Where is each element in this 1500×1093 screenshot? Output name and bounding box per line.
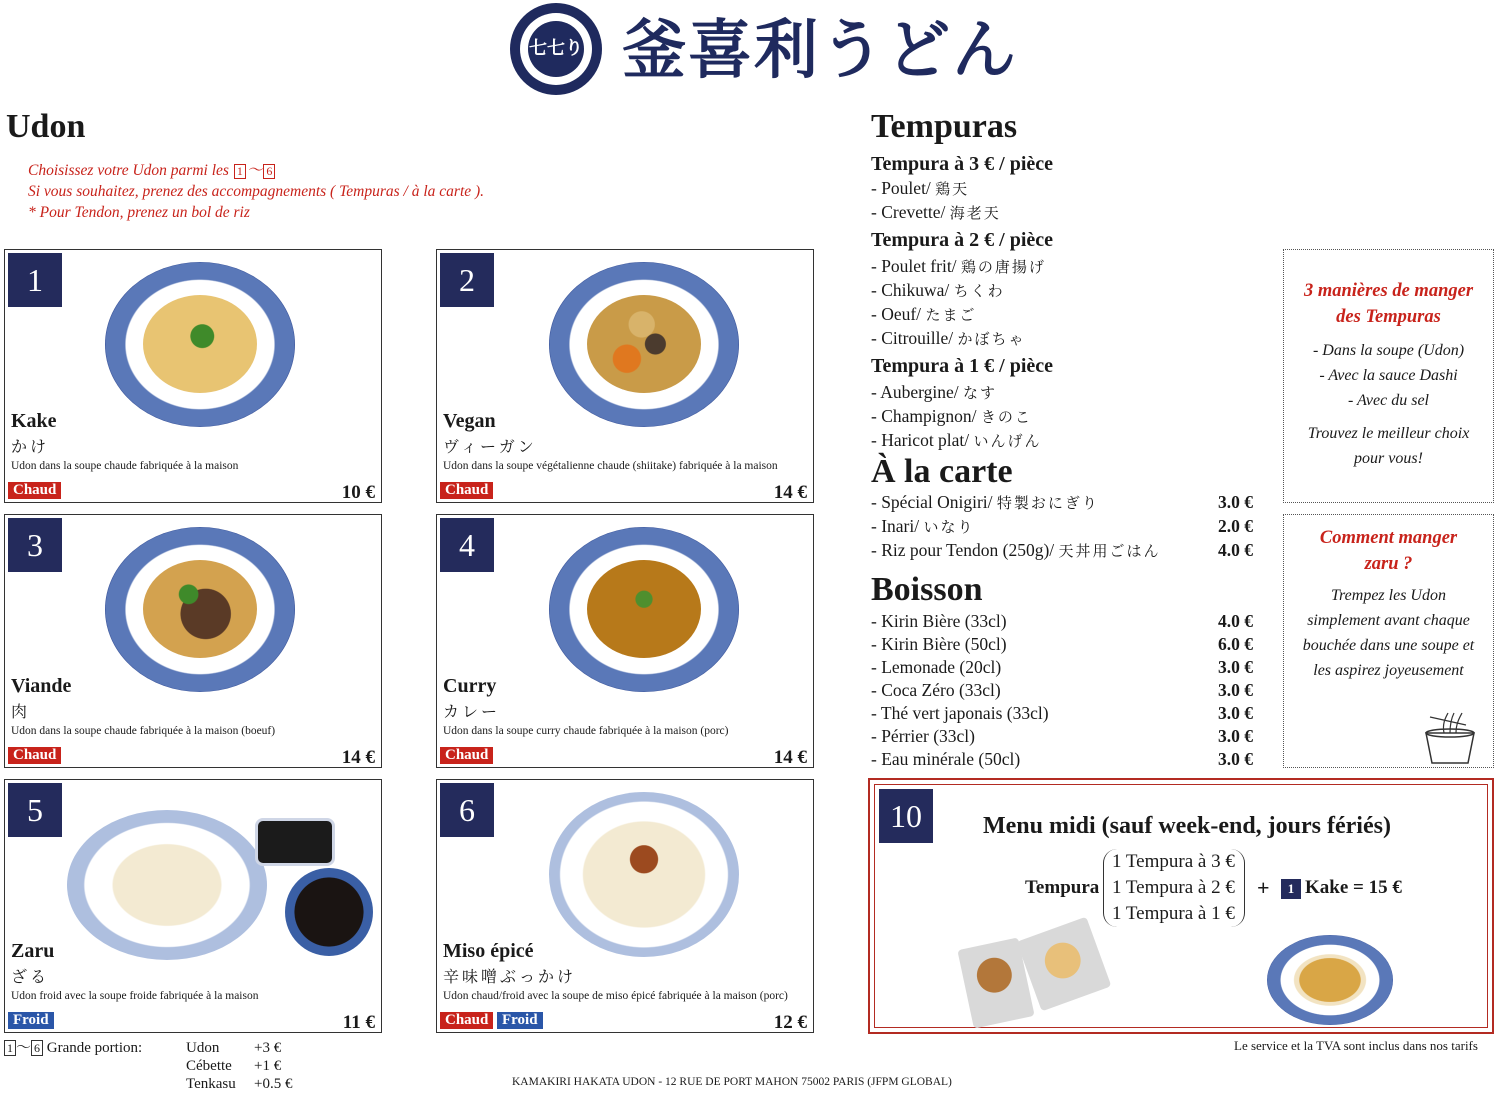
menu-item: - Spécial Onigiri/ 特製おにぎり 3.0 €: [871, 491, 1253, 515]
menu-item: - Kirin Bière (50cl) 6.0 €: [871, 634, 1253, 654]
viande-bowl-image: [105, 527, 295, 692]
menu-item: - Kirin Bière (33cl) 4.0 €: [871, 611, 1253, 631]
tempuras-title: Tempuras: [871, 108, 1018, 145]
zaru-condiment-dish-image: [255, 818, 335, 866]
miso-bowl-image: [549, 792, 739, 957]
menu-midi-plus: +: [1257, 875, 1270, 900]
menu-item: - Coca Zéro (33cl) 3.0 €: [871, 680, 1253, 700]
menu-item: - Haricot plat/ いんげん: [871, 430, 1042, 450]
udon-intro: [28, 160, 484, 223]
menu-item: - Riz pour Tendon (250g)/ 天丼用ごはん 4.0 €: [871, 539, 1253, 563]
tempura-group-heading: Tempura à 3 € / pièce: [871, 153, 1054, 175]
address-footer: KAMAKIRI HAKATA UDON - 12 RUE DE PORT MAHON 75002 PARIS (JFPM GLOBAL): [512, 1076, 952, 1088]
card-name: Curry: [443, 675, 497, 697]
menu-midi-kake: 1 Kake = 15 €: [1281, 877, 1402, 899]
card-number: 4: [440, 518, 494, 572]
menu-item: - Pérrier (33cl) 3.0 €: [871, 726, 1253, 746]
extra-item: Udon +3 €: [186, 1040, 282, 1056]
card-name-jp: ざる: [11, 967, 50, 986]
card-price: 14 €: [773, 482, 807, 503]
item-price: 4.0 €: [1218, 540, 1253, 560]
card-description: Udon dans la soupe végétalienne chaude (shiitake) fabriquée à la maison: [443, 460, 778, 472]
card-number: 5: [8, 783, 62, 837]
menu-midi-title: Menu midi (sauf week-end, jours fériés): [983, 813, 1391, 839]
card-number: 1: [8, 253, 62, 307]
boisson-title: Boisson: [871, 571, 983, 608]
card-price: 14 €: [341, 747, 375, 768]
kake-bowl-image: [1267, 935, 1393, 1025]
option: 1 Tempura à 3 €: [1112, 851, 1235, 872]
a-la-carte-list: [871, 491, 1253, 563]
menu-midi-options: [1103, 849, 1245, 927]
logo-text: 釜喜利うどん: [622, 14, 1018, 88]
udon-card-6[interactable]: [436, 779, 814, 1033]
menu-item: - Champignon/ きのこ: [871, 406, 1032, 426]
menu-item: - Citrouille/ かぼちゃ: [871, 328, 1026, 348]
menu-item: - Lemonade (20cl) 3.0 €: [871, 657, 1253, 677]
extras-list: [186, 1039, 292, 1093]
udon-card-2[interactable]: [436, 249, 814, 503]
menu-item: - Inari/ いなり 2.0 €: [871, 515, 1253, 539]
card-name: Miso épicé: [443, 940, 534, 962]
card-number: 2: [440, 253, 494, 307]
card-price: 12 €: [773, 1012, 807, 1033]
card-name-jp: 辛味噌ぶっかけ: [443, 967, 577, 986]
card-price: 11 €: [342, 1012, 375, 1033]
card-name: Zaru: [11, 940, 55, 962]
intro-line-1: Choisissez votre Udon parmi les 1 〜 6: [28, 160, 484, 181]
card-name-jp: カレー: [443, 702, 501, 721]
item-price: 3.0 €: [1218, 492, 1253, 512]
zaru-plate-image: [67, 810, 267, 960]
card-description: Udon dans la soupe chaude fabriquée à la maison: [11, 460, 239, 472]
card-description: Udon dans la soupe curry chaude fabriquée à la maison (porc): [443, 725, 729, 737]
logo-mark: 七七り: [528, 21, 584, 77]
udon-card-5[interactable]: [4, 779, 382, 1033]
card-number: 3: [8, 518, 62, 572]
extra-item: Cébette +1 €: [186, 1058, 282, 1074]
card-description: Udon chaud/froid avec la soupe de miso épicé fabriquée à la maison (porc): [443, 990, 788, 1002]
menu-midi-box: [868, 778, 1494, 1034]
card-name-jp: 肉: [11, 702, 31, 721]
card-name-jp: ヴィーガン: [443, 437, 537, 456]
menu-item: - Eau minérale (50cl) 3.0 €: [871, 749, 1253, 769]
card-name: Viande: [11, 675, 72, 697]
card-name: Vegan: [443, 410, 496, 432]
menu-midi-tempura-label: Tempura: [1025, 877, 1100, 898]
kake-bowl-image: [105, 262, 295, 427]
tag-froid: Froid: [497, 1012, 543, 1029]
card-price: 10 €: [341, 482, 375, 503]
udon-card-1[interactable]: [4, 249, 382, 503]
tempura-group-heading: Tempura à 2 € / pièce: [871, 229, 1054, 251]
tag-froid: Froid: [8, 1012, 54, 1029]
tag-chaud: Chaud: [8, 482, 61, 499]
intro-line-2: Si vous souhaitez, prenez des accompagnements ( Tempuras / à la carte ).: [28, 183, 485, 200]
udon-card-3[interactable]: [4, 514, 382, 768]
menu-item: - Crevette/ 海老天: [871, 202, 1001, 222]
curry-bowl-image: [549, 527, 739, 692]
card-name: Kake: [11, 410, 57, 432]
grande-portion-label: Grande portion:: [46, 1040, 143, 1056]
intro-line-3: * Pour Tendon, prenez un bol de riz: [28, 204, 250, 221]
menu-item: - Poulet/ 鶏天: [871, 178, 970, 198]
extra-item: Tenkasu +0.5 €: [186, 1076, 293, 1092]
udon-card-4[interactable]: [436, 514, 814, 768]
card-price: 14 €: [773, 747, 807, 768]
tag-chaud: Chaud: [440, 747, 493, 764]
service-note: Le service et la TVA sont inclus dans nos tarifs: [1234, 1038, 1478, 1053]
option: 1 Tempura à 1 €: [1112, 903, 1235, 924]
card-number: 6: [440, 783, 494, 837]
tip-tempura-box: 3 manières de manger des Tempuras - Dans la soupe (Udon) - Avec la sauce Dashi - Avec du sel Trouvez le meilleur choix pour vous!: [1283, 249, 1494, 503]
tempura-group-heading: Tempura à 1 € / pièce: [871, 355, 1054, 377]
boisson-list: [871, 610, 1253, 771]
cup-noodles-icon: [1420, 711, 1480, 765]
menu-midi-number: 10: [879, 789, 933, 843]
card-description: Udon dans la soupe chaude fabriquée à la maison (boeuf): [11, 725, 276, 737]
option: 1 Tempura à 2 €: [1112, 877, 1235, 898]
a-la-carte-title: À la carte: [871, 453, 1013, 490]
logo-emblem: [510, 3, 602, 95]
zaru-dipping-cup-image: [285, 868, 373, 956]
card-name-jp: かけ: [11, 437, 50, 456]
udon-title: Udon: [6, 108, 86, 145]
menu-item: - Oeuf/ たまご: [871, 304, 977, 324]
tag-chaud: Chaud: [440, 1012, 493, 1029]
tag-chaud: Chaud: [8, 747, 61, 764]
vegan-bowl-image: [549, 262, 739, 427]
grande-portion: 1 〜 6 Grande portion:: [4, 1039, 142, 1057]
menu-item: - Thé vert japonais (33cl) 3.0 €: [871, 703, 1253, 723]
tip-zaru-box: Comment manger zaru ? Trempez les Udon simplement avant chaque bouchée dans une soupe et les aspirez joyeusement: [1283, 514, 1494, 768]
tag-chaud: Chaud: [440, 482, 493, 499]
menu-item: - Aubergine/ なす: [871, 382, 998, 402]
card-description: Udon froid avec la soupe froide fabriquée à la maison: [11, 990, 259, 1002]
tempura-list: [871, 151, 1053, 453]
menu-item: - Poulet frit/ 鶏の唐揚げ: [871, 256, 1046, 276]
menu-item: - Chikuwa/ ちくわ: [871, 280, 1005, 300]
item-price: 2.0 €: [1218, 516, 1253, 536]
